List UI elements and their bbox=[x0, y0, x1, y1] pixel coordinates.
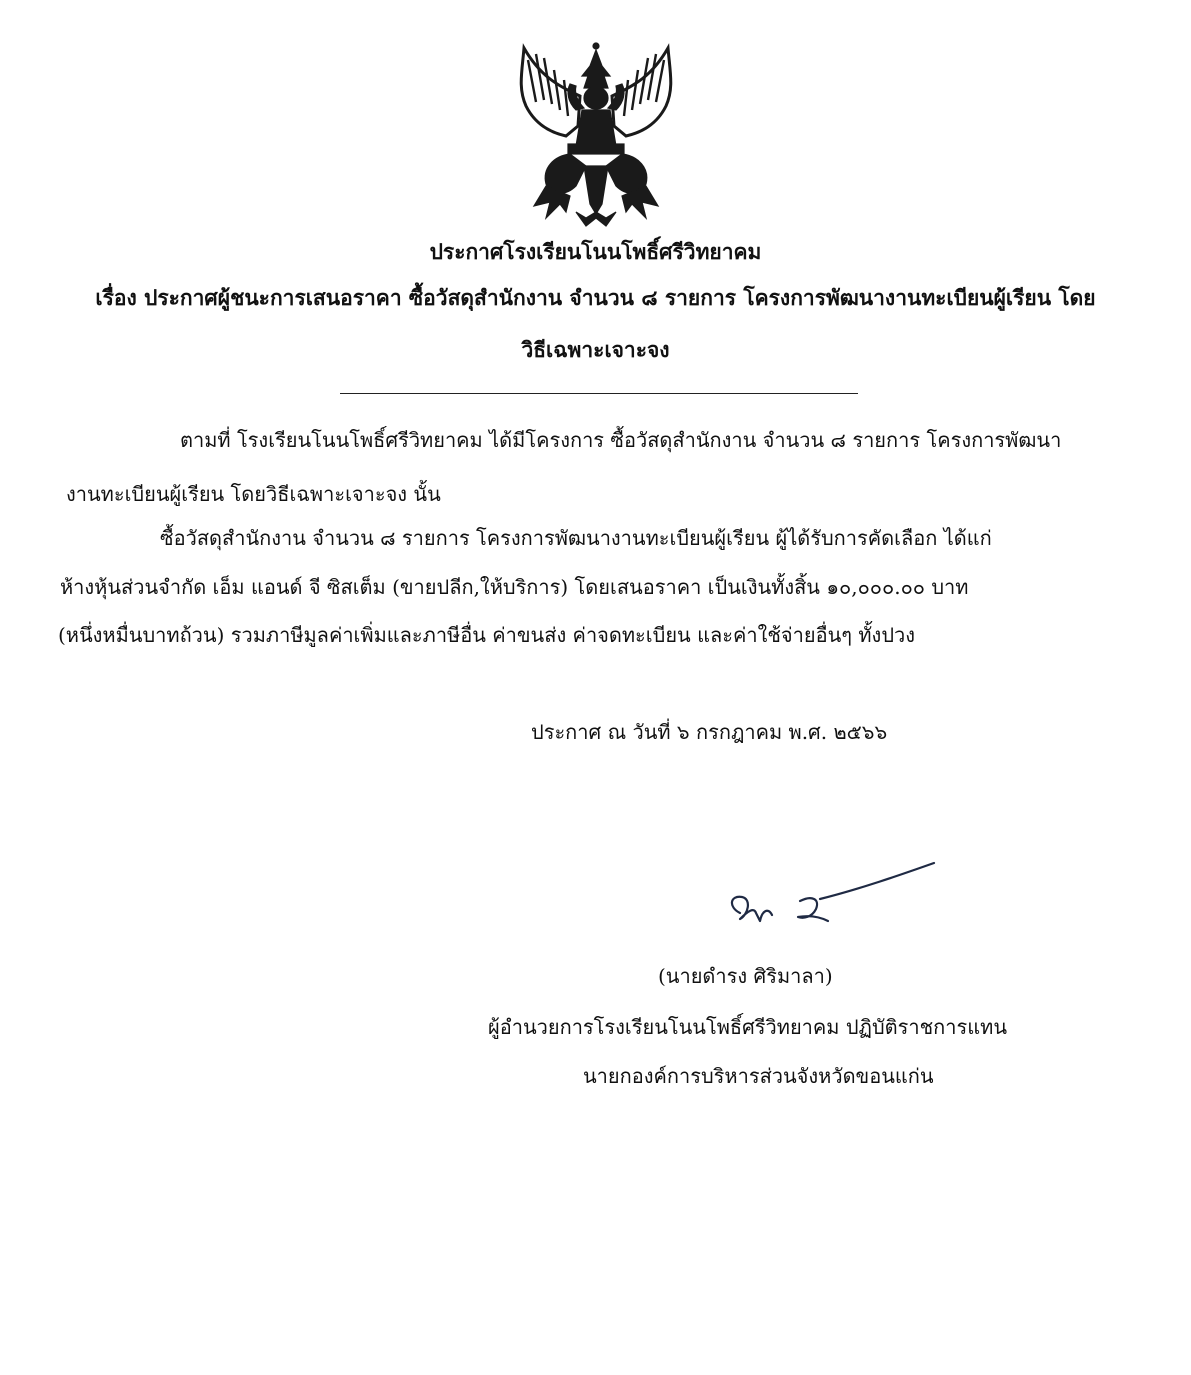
signer-acting-for: นายกองค์การบริหารส่วนจังหวัดขอนแก่น bbox=[583, 1064, 934, 1088]
paragraph-1-line-1: ตามที่ โรงเรียนโนนโพธิ์ศรีวิทยาคม ได้มีโครงการ ซื้อวัสดุสำนักงาน จำนวน ๘ รายการ โครงการพัฒนา bbox=[180, 428, 1062, 452]
heading-divider bbox=[340, 393, 858, 394]
document-subject: เรื่อง ประกาศผู้ชนะการเสนอราคา ซื้อวัสดุสำนักงาน จำนวน ๘ รายการ โครงการพัฒนางานทะเบียนผู้เรียน โดย bbox=[95, 285, 1096, 310]
document-title: ประกาศโรงเรียนโนนโพธิ์ศรีวิทยาคม bbox=[429, 239, 762, 264]
handwritten-signature bbox=[720, 855, 940, 935]
signer-name: (นายดำรง ศิริมาลา) bbox=[658, 964, 833, 988]
document-subject-continued: วิธีเฉพาะเจาะจง bbox=[521, 337, 670, 362]
paragraph-2-line-1: ซื้อวัสดุสำนักงาน จำนวน ๘ รายการ โครงการพัฒนางานทะเบียนผู้เรียน ผู้ได้รับการคัดเลือก ได้แก่ bbox=[160, 526, 992, 550]
paragraph-2-line-3: (หนึ่งหมื่นบาทถ้วน) รวมภาษีมูลค่าเพิ่มและภาษีอื่น ค่าขนส่ง ค่าจดทะเบียน และค่าใช้จ่ายอื่นๆ ทั้งปวง bbox=[58, 623, 916, 647]
signer-position: ผู้อำนวยการโรงเรียนโนนโพธิ์ศรีวิทยาคม ปฏิบัติราชการแทน bbox=[488, 1015, 1008, 1039]
paragraph-2-line-2: ห้างหุ้นส่วนจำกัด เอ็ม แอนด์ จี ซิสเต็ม (ขายปลีก,ให้บริการ) โดยเสนอราคา เป็นเงินทั้งสิ้น ๑๐,๐๐๐.๐๐ บาท bbox=[60, 575, 969, 599]
garuda-emblem-icon bbox=[506, 36, 686, 232]
announcement-date: ประกาศ ณ วันที่ ๖ กรกฎาคม พ.ศ. ๒๕๖๖ bbox=[531, 720, 888, 744]
paragraph-1-line-2: งานทะเบียนผู้เรียน โดยวิธีเฉพาะเจาะจง นั้น bbox=[66, 482, 441, 506]
